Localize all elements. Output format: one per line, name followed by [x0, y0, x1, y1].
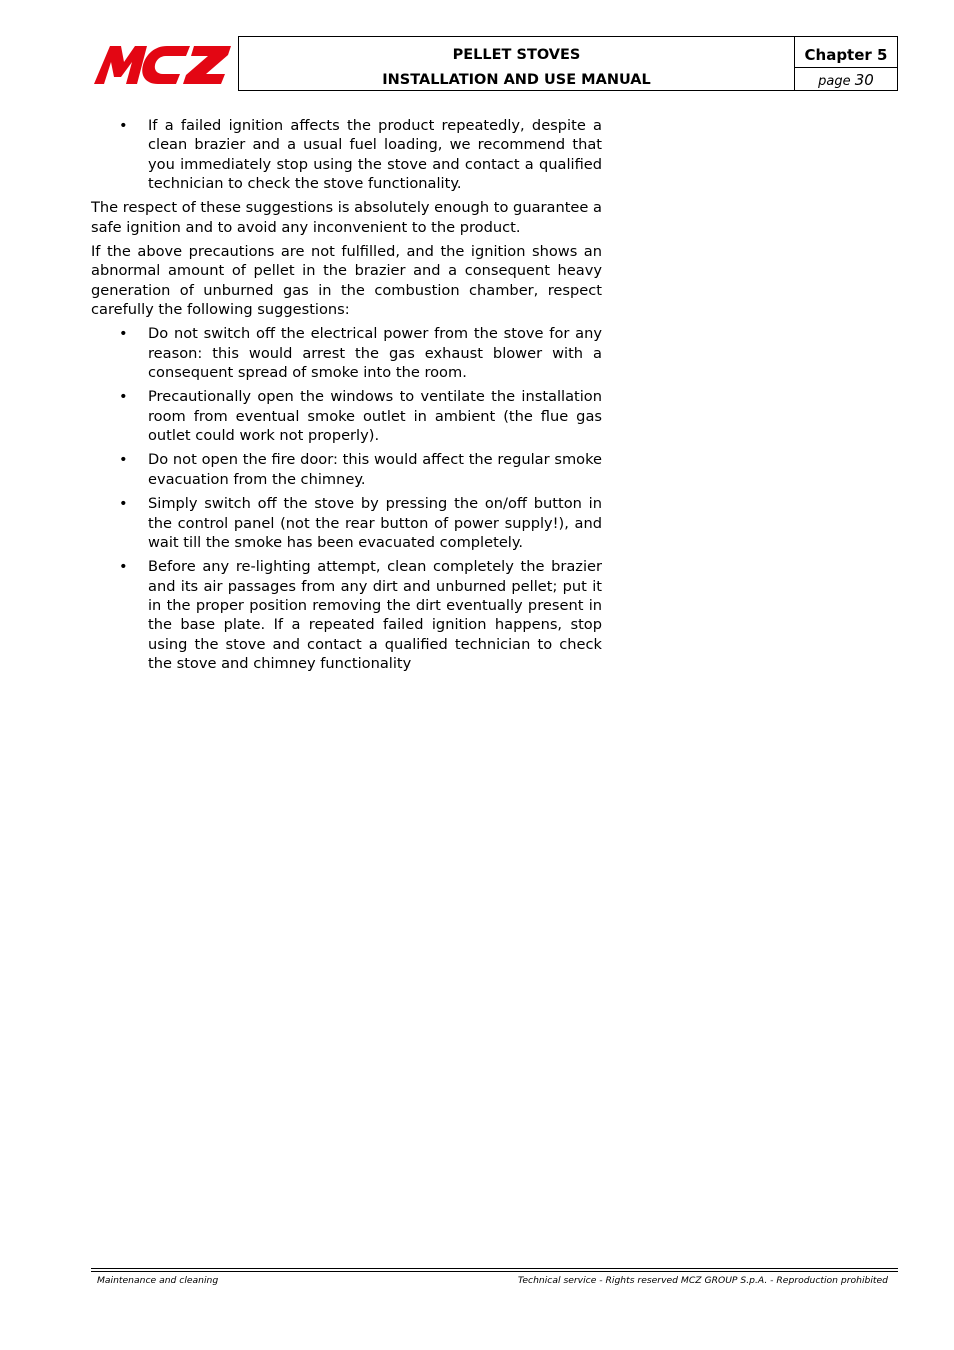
chapter-box [794, 36, 898, 91]
footer-divider [91, 1268, 898, 1269]
paragraph-2: If the above precautions are not fulfilled, and the ignition shows an abnormal amount of pellet in the brazier and a consequent heavy generation of unburned gas in the combustion chamber, respect carefully the following suggestions: [91, 243, 602, 319]
list-item-text: Do not switch off the electrical power from the stove for any reason: this would arrest the gas exhaust blower with a consequent spread of smoke into the room. [148, 325, 602, 382]
mcz-logo [94, 44, 231, 86]
header-title-line-1: PELLET STOVES [452, 47, 581, 63]
bullet-list-bottom [91, 324, 602, 673]
list-item [91, 116, 602, 194]
footer-divider [91, 1271, 898, 1272]
paragraph-1: The respect of these suggestions is absolutely enough to guarantee a safe ignition and to avoid any inconvenient to the product. [91, 199, 602, 236]
list-item-text: Simply switch off the stove by pressing the on/off button in the control panel (not the rear button of power supply!), and wait till the smoke has been evacuated completely. [148, 495, 602, 551]
chapter-label: Chapter 5 [804, 46, 888, 64]
footer-section-name: Maintenance and cleaning [97, 1275, 219, 1286]
list-item [91, 450, 602, 489]
body-text [91, 116, 602, 678]
bullet-icon: • [119, 325, 128, 343]
header-title-line-2: INSTALLATION AND USE MANUAL [382, 72, 651, 88]
list-item-text: Before any re-lighting attempt, clean completely the brazier and its air passages from any dirt and unburned pellet; put it in the proper position removing the dirt eventually present in the base plate. If a repeated failed ignition happens, stop using the stove and contact a qualified technician to check the stove and chimney functionality [148, 558, 602, 673]
bullet-list-top [91, 116, 602, 194]
bullet-icon: • [119, 558, 128, 576]
list-item [91, 387, 602, 445]
list-item-text: If a failed ignition affects the product repeatedly, despite a clean brazier and a usual fuel loading, we recommend that you immediately stop using the stove and contact a qualified technician to check the stove functionality. [148, 117, 602, 193]
list-item-text: Precautionally open the windows to ventilate the installation room from eventual smoke outlet in ambient (the flue gas outlet could work not properly). [148, 388, 602, 445]
list-item-text: Do not open the fire door: this would affect the regular smoke evacuation from the chimney. [148, 451, 602, 488]
header-title-box [238, 36, 795, 91]
bullet-icon: • [119, 117, 128, 134]
page-label: page [818, 74, 851, 89]
list-item [91, 324, 602, 382]
footer-copyright: Technical service - Rights reserved MCZ GROUP S.p.A. - Reproduction prohibited [517, 1275, 888, 1286]
page-number-value: 30 [854, 71, 874, 89]
bullet-icon: • [119, 388, 128, 406]
bullet-icon: • [119, 495, 128, 513]
chapter-divider [795, 67, 897, 68]
page-number [795, 71, 897, 89]
list-item [91, 494, 602, 552]
list-item [91, 557, 602, 673]
bullet-icon: • [119, 451, 128, 469]
